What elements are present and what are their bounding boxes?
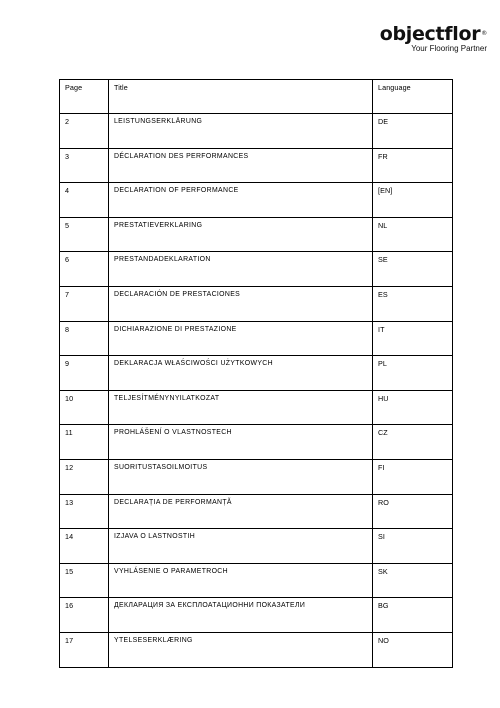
table-row xyxy=(60,632,453,667)
page-cell: 13 xyxy=(60,494,109,529)
language-cell: PL xyxy=(373,356,453,391)
table-row xyxy=(60,563,453,598)
title-cell: YTELSESERKLÆRING xyxy=(109,632,373,667)
header-page: Page xyxy=(60,80,109,114)
language-cell: SI xyxy=(373,529,453,564)
title-cell: PROHLÁŠENÍ O VLASTNOSTECH xyxy=(109,425,373,460)
language-cell: FI xyxy=(373,459,453,494)
language-cell: DE xyxy=(373,114,453,149)
objectflor-logo xyxy=(380,24,487,54)
page-cell: 17 xyxy=(60,632,109,667)
language-cell: IT xyxy=(373,321,453,356)
header-title: Title xyxy=(109,80,373,114)
logo-tagline: Your Flooring Partner xyxy=(411,44,487,53)
table-row xyxy=(60,529,453,564)
page-cell: 5 xyxy=(60,217,109,252)
page-cell: 12 xyxy=(60,459,109,494)
table-row xyxy=(60,598,453,633)
title-cell: PRESTANDADEKLARATION xyxy=(109,252,373,287)
table-row xyxy=(60,217,453,252)
page-cell: 14 xyxy=(60,529,109,564)
logo-wordmark: objectflor xyxy=(379,23,481,45)
registered-mark: ® xyxy=(481,30,487,37)
page-cell: 3 xyxy=(60,148,109,183)
page-cell: 2 xyxy=(60,114,109,149)
page-cell: 8 xyxy=(60,321,109,356)
language-cell: SE xyxy=(373,252,453,287)
title-cell: DICHIARAZIONE DI PRESTAZIONE xyxy=(109,321,373,356)
title-cell: DÉCLARATION DES PERFORMANCES xyxy=(109,148,373,183)
page-cell: 9 xyxy=(60,356,109,391)
title-cell: IZJAVA O LASTNOSTIH xyxy=(109,529,373,564)
page-cell: 10 xyxy=(60,390,109,425)
language-cell: CZ xyxy=(373,425,453,460)
table-row xyxy=(60,183,453,218)
title-cell: SUORITUSTASOILMOITUS xyxy=(109,459,373,494)
language-cell: ES xyxy=(373,286,453,321)
language-cell: NL xyxy=(373,217,453,252)
table-row xyxy=(60,494,453,529)
table-row xyxy=(60,356,453,391)
page-cell: 6 xyxy=(60,252,109,287)
language-cell: FR xyxy=(373,148,453,183)
title-cell: PRESTATIEVERKLARING xyxy=(109,217,373,252)
page-cell: 7 xyxy=(60,286,109,321)
table-row xyxy=(60,114,453,149)
language-cell: NO xyxy=(373,632,453,667)
table-row xyxy=(60,148,453,183)
page-cell: 11 xyxy=(60,425,109,460)
table-row xyxy=(60,321,453,356)
language-cell: BG xyxy=(373,598,453,633)
language-cell: HU xyxy=(373,390,453,425)
title-cell: ДЕКЛАРАЦИЯ ЗА ЕКСПЛОАТАЦИОННИ ПОКАЗАТЕЛИ xyxy=(109,598,373,633)
table-row xyxy=(60,425,453,460)
language-cell: SK xyxy=(373,563,453,598)
table-row xyxy=(60,459,453,494)
language-index-table xyxy=(59,79,453,668)
page-cell: 15 xyxy=(60,563,109,598)
title-cell: LEISTUNGSERKLÄRUNG xyxy=(109,114,373,149)
title-cell: DEKLARACJA WŁAŚCIWOŚCI UŻYTKOWYCH xyxy=(109,356,373,391)
language-cell: [EN] xyxy=(373,183,453,218)
table-row xyxy=(60,252,453,287)
language-cell: RO xyxy=(373,494,453,529)
table-row xyxy=(60,286,453,321)
title-cell: TELJESÍTMÉNYNYILATKOZAT xyxy=(109,390,373,425)
title-cell: DECLARAȚIA DE PERFORMANȚĂ xyxy=(109,494,373,529)
table-row xyxy=(60,390,453,425)
title-cell: VYHLÁSENIE O PARAMETROCH xyxy=(109,563,373,598)
header-language: Language xyxy=(373,80,453,114)
title-cell: DECLARATION OF PERFORMANCE xyxy=(109,183,373,218)
title-cell: DECLARACIÓN DE PRESTACIONES xyxy=(109,286,373,321)
page-cell: 4 xyxy=(60,183,109,218)
page-cell: 16 xyxy=(60,598,109,633)
table-header-row xyxy=(60,80,453,114)
